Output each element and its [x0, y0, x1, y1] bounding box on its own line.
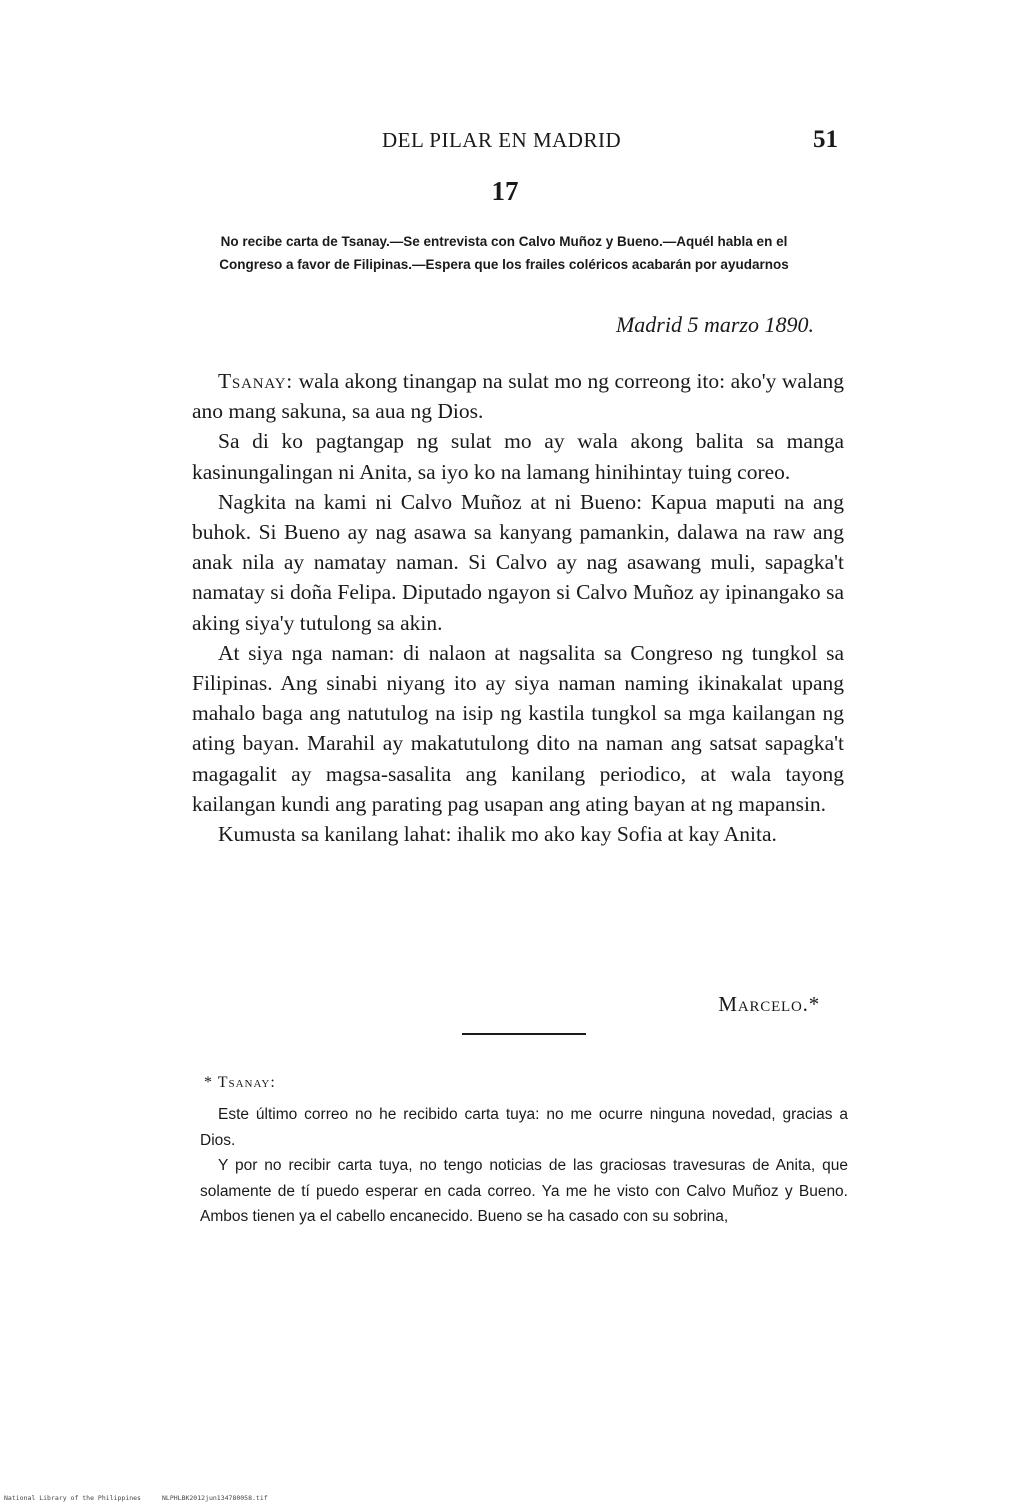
body-paragraph: Sa di ko pagtangap ng sulat mo ay wala akong balita sa manga kasinungalingan ni Anita, sa iyo ko na lamang hinihintay tuing coreo.	[192, 429, 844, 484]
body-paragraph: At siya nga naman: di nalaon at nagsalita sa Congreso ng tungkol sa Filipinas. Ang sinabi niyang ito ay siya naman naming ikinakalat upang mahalo baga ang natutulog na isip ng kastila tungkol sa mga kailangan ng ating bayan. Marahil ay makatutulong dito na naman ang satsat sapagka't magagalit ay magsa-sasalita ang kanilang periodico, at wala tayong kailangan kundi ang parating pag usapan ang ating bayan at ng mapansin.	[192, 640, 844, 816]
body-paragraph-text: wala akong tinangap na sulat mo ng correong ito: ako'y walang ano mang sakuna, sa aua ng Dios.	[192, 369, 844, 424]
signature: Marcelo.*	[718, 992, 820, 1016]
letter-number: 17	[491, 176, 519, 206]
running-head	[192, 122, 844, 158]
letter-body	[192, 366, 844, 849]
running-title: DEL PILAR EN MADRID	[382, 128, 622, 152]
salutation: Tsanay:	[218, 369, 294, 393]
footnote-paragraph: Este último correo no he recibido carta tuya: no me ocurre ninguna novedad, gracias a Dios.	[200, 1106, 848, 1149]
body-paragraph: Kumusta sa kanilang lahat: ihalik mo ako kay Sofia at kay Anita.	[218, 822, 777, 847]
section-divider	[462, 1033, 586, 1035]
scan-file-id: NLPHLBK2012jun134780058.tif	[162, 1494, 268, 1502]
scan-library-credit: National Library of the Philippines	[4, 1494, 141, 1502]
dateline: Madrid 5 marzo 1890.	[615, 312, 814, 337]
letter-summary: No recibe carta de Tsanay.—Se entrevista con Calvo Muñoz y Bueno.—Aquél habla en el Congreso a favor de Filipinas.—Espera que los frailes coléricos acabarán por ayudarnos	[219, 234, 789, 272]
footnote-heading: * Tsanay:	[204, 1074, 276, 1091]
page-number: 51	[813, 126, 838, 153]
footnote	[200, 1102, 848, 1230]
footnote-paragraph: Y por no recibir carta tuya, no tengo noticias de las graciosas travesuras de Anita, que solamente de tí puedo esperar en cada correo. Ya me he visto con Calvo Muñoz y Bueno. Ambos tienen ya el cabello encanecido. Bueno se ha casado con su sobrina,	[200, 1157, 848, 1225]
body-paragraph	[192, 366, 844, 426]
body-paragraph: Nagkita na kami ni Calvo Muñoz at ni Bueno: Kapua maputi na ang buhok. Si Bueno ay nag asawa sa kanyang pamankin, dalawa na raw ang anak nila ay namatay naman. Si Calvo ay nag asawang muli, sapagka't namatay si doña Felipa. Diputado ngayon si Calvo Muñoz ay ipinangako sa aking siya'y tutulong sa akin.	[192, 489, 844, 635]
